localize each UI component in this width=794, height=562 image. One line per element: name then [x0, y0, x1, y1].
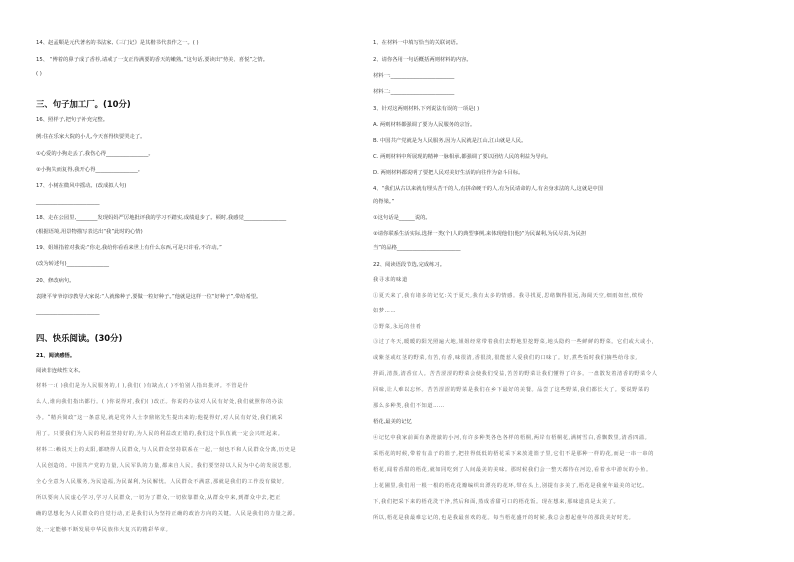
essay-subheading: 梧花,最美的记忆 [373, 419, 412, 425]
essay-line: 那么多种类,我们不知道…… [373, 403, 445, 409]
essay-line: ①夏天来了,我有诸多的记忆:关于夏天,我有太多的情感。我寻找夏,思绪飘得很远,海阔天空,细雨如丝,缤纷 [373, 293, 644, 299]
question-20: 20、修改病句。 [36, 278, 75, 284]
option-b: B. 中国共产党就是为人民服务,因为人民就是江山,江山就是人民。 [373, 138, 527, 144]
question-15: 15、 “傅着的鼻子成了香荐,请戒了一支正待满要的香天的嫩熟。”这句话,要读出“势美、喜悦”之情。 [36, 57, 268, 63]
option-a: A. 两则材料都强调了要为人民服务的宗旨。 [373, 122, 476, 128]
question-22: 22、阅读语段节选,完成练习。 [373, 262, 445, 268]
question-r2: 2、请你各用一句话概括两则材料的内容。 [373, 57, 472, 63]
essay-line: ④记忆中我家前面有条澄澈的小河,有许多种类各色各样的梧桐,两岸有梧桐花,满树雪白,香飘数里,清香四溢。 [373, 435, 651, 441]
material-line: 所以要向人民虚心学习,学习人民群众,一切为了群众,一切依靠群众,从群众中来,到群众中去,把正 [36, 495, 281, 501]
material-line: 人民创造的。中国共产党的力量,人民军队的力量,都来自人民。我们要坚持以人民为中心的发展思想, [36, 463, 292, 469]
question-21: 21、阅读感悟。 [36, 353, 76, 359]
question-r4-continued: 的脊梁。” [373, 199, 395, 205]
material-line: 确的思想化为人民群众的自觉行动,正是我们认为坚持正确的政治方向的关键。人民是我们的力量之源。 [36, 511, 299, 517]
material-line: 处,一定能够不断发展中华民族伟大复兴的精彩华章。 [36, 527, 172, 533]
material-line: 材料二:赖说天上的太阳,都晓得人民群众,与人民群众坚持联系在一起,一刻也不和人民群众分离,历史是 [36, 447, 297, 453]
essay-line: 如梦…… [373, 308, 397, 314]
essay-subheading: ②野菜,永远的佳肴 [373, 324, 422, 330]
option-d: D. 两则材料都说明了要把人民对美好生活的向往作为奋斗目标。 [373, 170, 524, 176]
essay-line: 下,我们把采下来的梧花洗干净,然后和面,蒸成香甜可口的梧花饭。现在想来,那味道真是太美了。 [373, 499, 620, 505]
question-20-sentence: 袁隆平爷爷谆谆教导大家说:“人就像种子,要做一粒好种子。”他就是这样一位“好种子”,带给希望。 [36, 294, 262, 300]
question-14: 14、赵孟頫是元代著名的书法家,《三门记》是其楷书代表作之一。( ) [36, 40, 199, 46]
question-19: 19、姐姐指着对我说:“你走,我给你看看来世上有什么东西,可是只许看,不许动。” [36, 245, 222, 251]
section-3-heading: 三、句子加工厂。(10分) [36, 99, 131, 109]
section-4-heading: 四、快乐阅读。(30分) [36, 333, 123, 343]
essay-line: 所以,梧花是我最难忘记的,也是我最喜欢的花。每当梧花盛开的时候,我总会想起童年的那段美好时光。 [373, 515, 635, 521]
essay-line: 上花圃里,我们用一根一根的梧花花瓣编织出漂亮的花环,带在头上,别提有多美了,梧花是我童年最美的记忆。 [373, 483, 649, 489]
material-line: 材料一:( )我们是为人民服务的,( ),我们( )有缺点,( )不怕别人指出批评。不管是什 [36, 383, 249, 389]
question-17: 17、小树在微风中摇动。(改成拟人句) [36, 183, 127, 189]
material-line: 办。“精兵简政”这一条意见,就是党外人士李鼎铭先生提出来的;他提得好,对人民有好处,我们就采 [36, 415, 284, 421]
essay-line: 回味,让人难以忘怀。苦苦涩涩的野菜是我们在乡下最好的美餐。品尝了这些野菜,我们都长大了。要说野菜的 [373, 387, 650, 393]
essay-title: 我寻求的味道 [373, 277, 408, 283]
question-r2-answer-1: 材料一:________________________ [373, 73, 455, 79]
question-r4-item-1: ①这句话是______说的。 [373, 215, 431, 221]
question-r4-item-2-answer: 当”的品格________________________ [373, 245, 461, 251]
question-15-answer: ( ) [36, 71, 42, 77]
question-21-intro: 阅读非连续性文本。 [36, 368, 84, 374]
question-20-answer-line: ________________________ [36, 309, 100, 315]
question-19-answer: (改为转述句)________________ [36, 261, 109, 267]
question-17-answer-line: ________________________ [36, 199, 100, 205]
essay-line: 采梧花的时候,带着有盖子的篮子,把挂得低低的梧花采下来放进篮子里,它们不是那种一样的花,而是一串一串的 [373, 451, 655, 457]
question-16-example: 例:住在乐家大院的小儿,今天喜得快要哭走了。 [36, 134, 146, 140]
essay-line: 或紫茎或红茎的野菜,有苦,有香,味很清,香很淡,很能惹人爱我们的口味了。好,煮些饭时我们摘些给母亲, [373, 355, 638, 361]
option-c: C. 两则材料中所展现的精神一脉相承,都强调了要以团结人民的利益为导向。 [373, 154, 552, 160]
question-r4-item-2: ②请你联系生活实际,选择一类(个)人的典型事例,来体现他们(他)“为民谋利,为民尽责,为民担 [373, 231, 587, 237]
material-line: 全心全意为人民服务,为民造福,为民谋利,为民解忧。人民群众不满意,那就是我们的工作没有做好, [36, 479, 285, 485]
question-r4: 4、“我们从古以来就有埋头苦干的人,有拼命硬干的人,有为民请命的人,有舍身求法的人,这就是中国 [373, 186, 604, 192]
question-18: 18、走在公园里,________发现妈妈严厉地批评我的学习不踏实,成绩退步了。顿时,我感觉________________ [36, 215, 287, 221]
question-r2-answer-2: 材料二:________________________ [373, 89, 455, 95]
question-r3: 3、针对这两则材料,下列说法有误的一项是( ) [373, 106, 480, 112]
question-16-item-2: ②小狗失而复得,我开心得________________。 [36, 167, 144, 173]
question-r1: 1、在材料一中填写恰当的关联词语。 [373, 40, 462, 46]
essay-line: 梧花,闻着香甜的梧花,就如同吃到了人间最美的美味。那时候我们会一整天都待在河边,看着水中游玩的小鱼。 [373, 467, 652, 473]
material-line: 么人,谁向我们指出都行。( )你说得对,我们( )改正。你说的办法对人民有好处,我们就照你的办法 [36, 399, 284, 405]
essay-line: 拌面,清蒸,清香宜人。苦苦涩涩的野菜会使我们受益,苦苦的野菜让我们懂得了许多。一盘散发着清香的野菜令人 [373, 371, 658, 377]
essay-line: ③过了冬天,暖暖的阳光照遍大地,姐姐经常带着我们去野地里挖野菜,地头隐约一些鲜鲜的野菜。它们或大或小, [373, 339, 655, 345]
question-16: 16、照样子,把句子补充完整。 [36, 117, 108, 123]
material-line: 用了。只要我们为人民的利益坚持好的,为人民的利益改正错的,我们这个队伍就一定会兴旺起来。 [36, 431, 284, 437]
question-18-hint: (根据语境,用景物描写表达出“我”此时的心情) [36, 229, 143, 235]
question-16-item-1: ①心爱的小狗走丢了,我伤心得________________。 [36, 151, 154, 157]
